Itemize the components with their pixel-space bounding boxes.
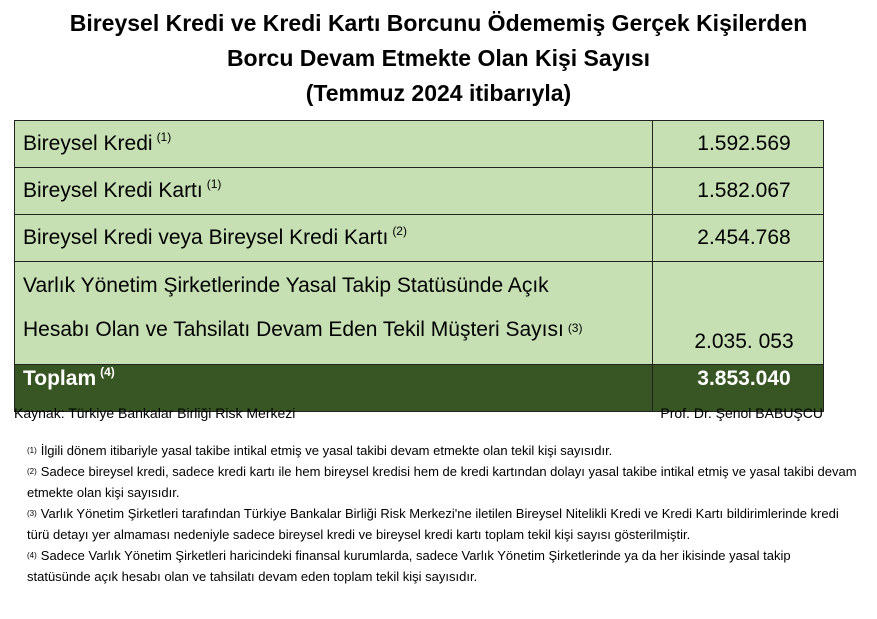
table-row (15, 121, 824, 168)
table-row (15, 168, 824, 215)
row-label: Bireysel Kredi $^{(1)}$ (15, 121, 653, 168)
source-text: Kaynak: Türkiye Bankalar Birliği Risk Merkezi (14, 405, 296, 421)
footnote-mark: (3) (567, 321, 583, 335)
footnote-mark: (4) (100, 365, 115, 379)
footnote: $^{(2)}$ Sadece bireysel kredi, sadece kredi kartı ile hem bireysel kredisi hem de kredi kartından dolayı yasal takibe intikal etmiş ve yasal takibi devam etmekte olan kişi sayısıdır. (27, 464, 857, 500)
row-label: Bireysel Kredi Kartı $^{(1)}$ (15, 168, 653, 215)
title-line-2: Borcu Devam Etmekte Olan Kişi Sayısı (226, 45, 651, 71)
row-value: 2.035. 053 (653, 262, 824, 365)
total-value: 3.853.040 (653, 365, 824, 412)
total-label: Toplam $^{(4)}$ (15, 365, 653, 412)
footnote-mark: (1) (156, 130, 172, 144)
author-text: Prof. Dr. Şenol BABUŞCU (660, 405, 823, 421)
row-value: 2.454.768 (653, 215, 824, 262)
title-line-3: (Temmuz 2024 itibarıyla) (305, 80, 572, 106)
footnotes (27, 440, 857, 587)
footnote: $^{(4)}$ Sadece Varlık Yönetim Şirketleri haricindeki finansal kurumlarda, sadece Varlık Yönetim Şirketlerinde ya da her ikisinde yasal takip statüsünde açık hesabı olan ve tahsilatı devam eden toplam tekil kişi sayısıdır. (27, 548, 791, 584)
page-title (0, 6, 877, 111)
footnote-mark: (1) (206, 177, 222, 191)
row-value: 1.592.569 (653, 121, 824, 168)
statistics-table (14, 120, 824, 412)
footnote: $^{(1)}$ İlgili dönem itibariyle yasal takibe intikal etmiş ve yasal takibi devam etmekte olan tekil kişi sayısıdır. (27, 443, 613, 458)
footnote: $^{(3)}$ Varlık Yönetim Şirketleri tarafından Türkiye Bankalar Birliği Risk Merkezi'ne iletilen Bireysel Nitelikli Kredi ve Kredi Kartı bildirimlerinde kredi türü detayı yer almaması nedeniyle sadece bireysel kredi ve bireysel kredi kartı toplam tekil kişi sayısı gösterilmiştir. (27, 506, 839, 542)
row-value: 1.582.067 (653, 168, 824, 215)
row-label: Varlık Yönetim Şirketlerinde Yasal Takip Statüsünde Açık Hesabı Olan ve Tahsilatı Devam Eden Tekil Müşteri Sayısı $^{(3)}$ (15, 262, 653, 365)
footnote-mark: (2) (392, 224, 407, 238)
row-label: Bireysel Kredi veya Bireysel Kredi Kartı $^{(2)}$ (15, 215, 653, 262)
title-line-1: Bireysel Kredi ve Kredi Kartı Borcunu Ödememiş Gerçek Kişilerden (69, 10, 808, 36)
table-row (15, 215, 824, 262)
table-row (15, 262, 824, 365)
